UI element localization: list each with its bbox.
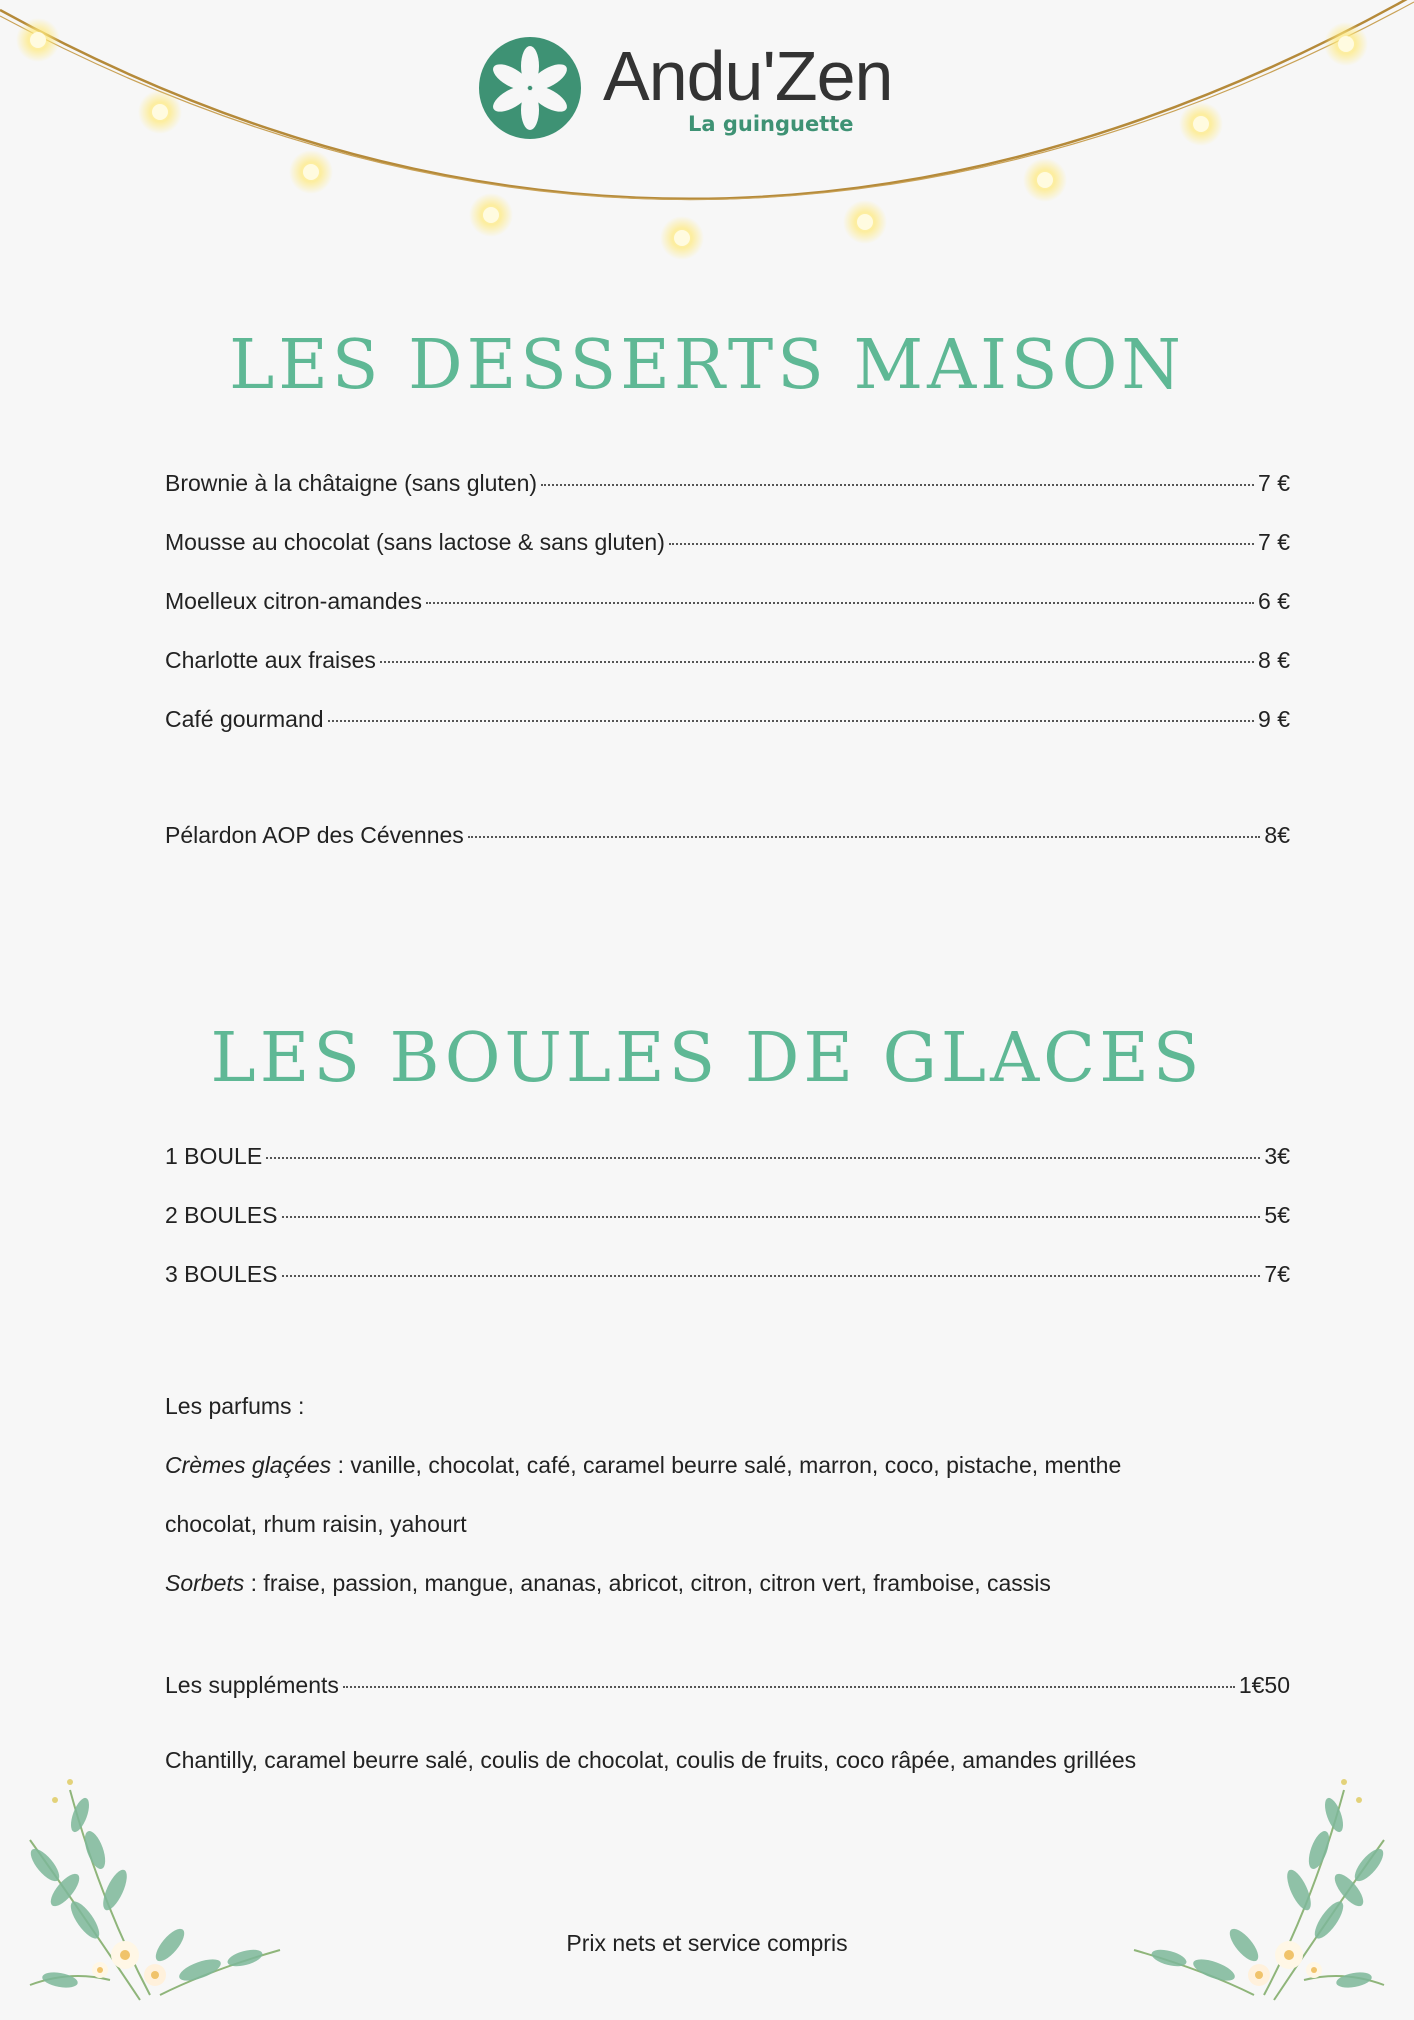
menu-item — [165, 647, 1290, 706]
dot-leader — [282, 1275, 1261, 1277]
item-label: Brownie à la châtaigne (sans gluten) — [165, 470, 538, 496]
sorbets-list: : fraise, passion, mangue, ananas, abricot, citron, citron vert, framboise, cassis — [244, 1570, 1051, 1596]
item-label: 2 BOULES — [165, 1202, 278, 1228]
dot-leader — [282, 1216, 1261, 1218]
glaces-title: LES BOULES DE GLACES — [210, 1019, 1204, 1098]
menu-item — [165, 470, 1290, 529]
cremes-line-2: chocolat, rhum raisin, yahourt — [165, 1511, 467, 1537]
dot-leader — [541, 484, 1254, 486]
menu-item — [165, 1672, 1290, 1731]
item-price: 7 € — [1258, 529, 1290, 555]
item-price: 9 € — [1258, 706, 1290, 732]
item-label: Mousse au chocolat (sans lactose & sans gluten) — [165, 529, 665, 555]
boules-list — [165, 1143, 1290, 1320]
cremes-list: : vanille, chocolat, café, caramel beurre salé, marron, coco, pistache, menthe — [331, 1452, 1122, 1478]
menu-item — [165, 588, 1290, 647]
supplements-items: Chantilly, caramel beurre salé, coulis de chocolat, coulis de fruits, coco râpée, amandes grillées — [165, 1747, 1137, 1773]
menu-item — [165, 529, 1290, 588]
item-price: 8 € — [1258, 647, 1290, 673]
parfums-block — [165, 1377, 1290, 1613]
floral-corner-icon — [1124, 1770, 1404, 2020]
dot-leader — [468, 836, 1261, 838]
item-price: 7 € — [1258, 470, 1290, 496]
menu-item — [165, 822, 1290, 881]
menu-item — [165, 1261, 1290, 1320]
floral-corner-icon — [10, 1770, 290, 2020]
item-price: 3€ — [1264, 1143, 1290, 1169]
cremes-line — [165, 1436, 1290, 1495]
item-price: 8€ — [1264, 822, 1290, 848]
dot-leader — [380, 661, 1254, 663]
brand-name: Andu'Zen — [603, 37, 893, 115]
desserts-list — [165, 470, 1290, 765]
dot-leader — [343, 1686, 1235, 1688]
brand-tagline: La guinguette — [688, 112, 854, 136]
item-label: Moelleux citron-amandes — [165, 588, 422, 614]
parfums-heading: Les parfums : — [165, 1393, 305, 1419]
item-label: Charlotte aux fraises — [165, 647, 376, 673]
item-label: 1 BOULE — [165, 1143, 263, 1169]
supplements-list — [165, 1672, 1290, 1731]
item-label: 3 BOULES — [165, 1261, 278, 1287]
menu-item — [165, 1143, 1290, 1202]
desserts-title: LES DESSERTS MAISON — [229, 326, 1185, 405]
sorbets-label: Sorbets — [165, 1570, 245, 1596]
cheese-list — [165, 822, 1290, 881]
dot-leader — [266, 1157, 1260, 1159]
item-label: Café gourmand — [165, 706, 324, 732]
item-price: 7€ — [1264, 1261, 1290, 1287]
menu-item — [165, 706, 1290, 765]
dot-leader — [328, 720, 1254, 722]
footer-note: Prix nets et service compris — [566, 1930, 848, 1956]
dot-leader — [426, 602, 1254, 604]
sorbets-line — [165, 1554, 1290, 1613]
dot-leader — [669, 543, 1254, 545]
item-price: 5€ — [1264, 1202, 1290, 1228]
cremes-label: Crèmes glaçées — [165, 1452, 332, 1478]
menu-item — [165, 1202, 1290, 1261]
item-label: Pélardon AOP des Cévennes — [165, 822, 464, 848]
brand-logo — [478, 36, 958, 146]
item-price: 6 € — [1258, 588, 1290, 614]
supplements-text — [165, 1731, 1290, 1790]
item-price: 1€50 — [1238, 1672, 1290, 1698]
item-label: Les suppléments — [165, 1672, 339, 1698]
flower-of-life-icon — [478, 36, 582, 140]
